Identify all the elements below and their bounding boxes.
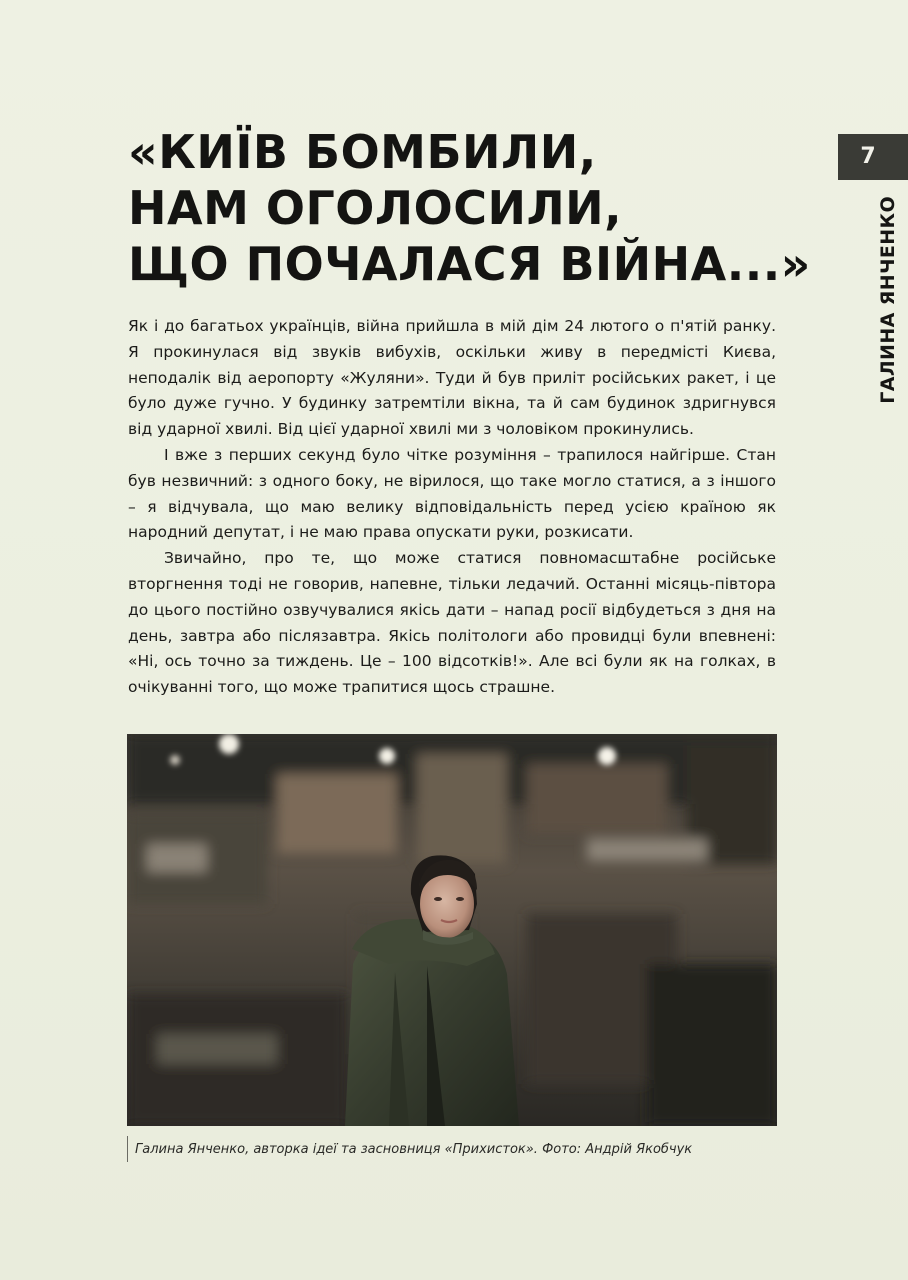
page-number-tab xyxy=(838,134,908,180)
caption-rule xyxy=(127,1136,128,1162)
author-name-vertical: ГАЛИНА ЯНЧЕНКО xyxy=(877,196,899,404)
paragraph-2: І вже з перших секунд було чітке розуміння – трапилося найгірше. Стан був незвичний: з одного боку, не вірилося, що таке могло статися, а з іншого – я відчувала, що маю велику відповідальність перед усією країною як народний депутат, і не маю права опускати руки, розкисати. xyxy=(128,445,776,542)
headline-line-2: НАМ ОГОЛОСИЛИ, xyxy=(128,181,623,235)
body-text xyxy=(128,314,776,701)
page-number: 7 xyxy=(860,144,876,169)
running-header-author xyxy=(873,196,903,426)
paragraph-1: Як і до багатьох українців, війна прийшла в мій дім 24 лютого о п'ятій ранку. Я прокинулася від звуків вибухів, оскільки живу в передмісті Києва, неподалік від аеропорту «Жуляни». Туди й був приліт російських ракет, і це було дуже гучно. У будинку затремтіли вікна, та й сам будинок здригнувся від ударної хвилі. Від цієї ударної хвилі ми з чоловіком прокинулись. xyxy=(128,317,776,439)
headline-line-1: «КИЇВ БОМБИЛИ, xyxy=(128,125,597,179)
photo-caption: Галина Янченко, авторка ідеї та засновниця «Прихисток». Фото: Андрій Якобчук xyxy=(135,1142,693,1157)
chapter-headline xyxy=(128,124,811,292)
headline-line-3: ЩО ПОЧАЛАСЯ ВІЙНА...» xyxy=(128,237,811,291)
portrait-photo xyxy=(127,734,777,1126)
photo-illustration xyxy=(127,734,777,1126)
paragraph-3: Звичайно, про те, що може статися повномасштабне російське вторгнення тоді не говорив, напевне, тільки ледачий. Останні місяць-півтора до цього постійно озвучувалися якісь дати – напад росії відбудеться з дня на день, завтра або післязавтра. Якісь політологи або провидці були впевнені: «Ні, ось точно за тиждень. Це – 100 відсотків!». Але всі були як на голках, в очікуванні того, що може трапитися щось страшне. xyxy=(128,549,776,697)
